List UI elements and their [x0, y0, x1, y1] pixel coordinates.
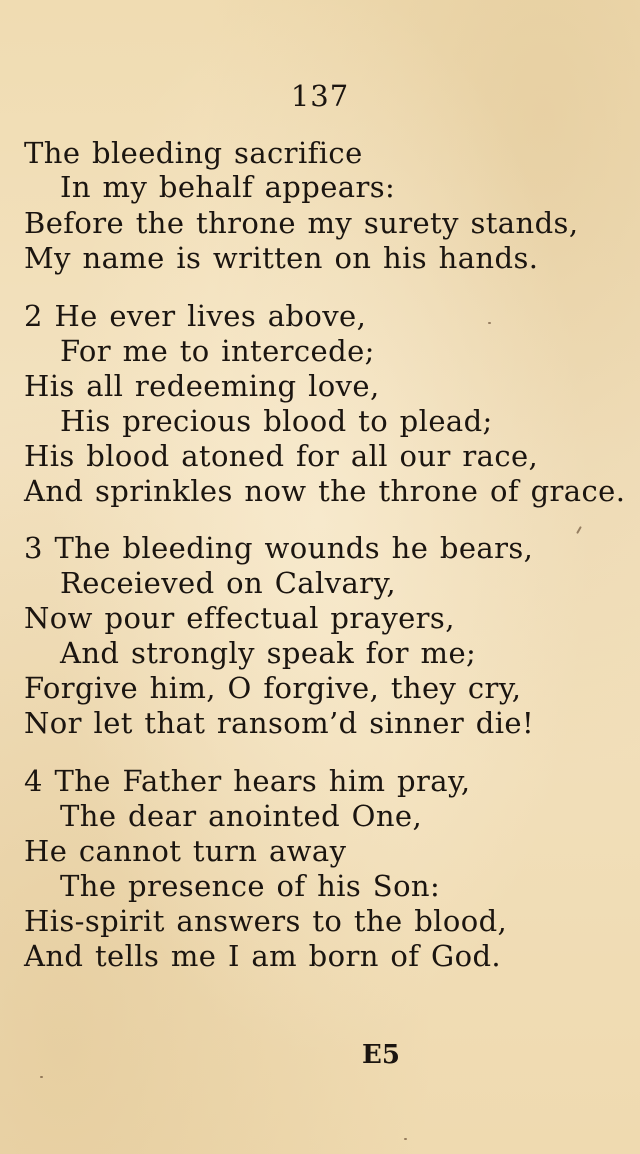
- paper-speck: [40, 1076, 43, 1078]
- verse-line: Receieved on Calvary,: [60, 566, 396, 600]
- verse-line: For me to intercede;: [60, 334, 375, 368]
- verse-line: The dear anointed One,: [60, 799, 423, 833]
- verse-line: Nor let that ransom’d sinner die!: [24, 706, 534, 740]
- signature-mark: E5: [362, 1040, 400, 1070]
- verse-line: The presence of his Son:: [60, 869, 441, 903]
- paper-speck: [576, 526, 582, 534]
- verse-line: Forgive him, O forgive, they cry,: [24, 671, 522, 705]
- page-number: 137: [290, 79, 350, 113]
- verse-line: And strongly speak for me;: [60, 636, 477, 670]
- verse-line: In my behalf appears:: [60, 170, 396, 204]
- verse-line: The bleeding sacrifice: [24, 136, 363, 170]
- verse-line: 3 The bleeding wounds he bears,: [24, 531, 534, 565]
- paper-speck: [404, 1138, 407, 1140]
- verse-line: 2 He ever lives above,: [24, 299, 367, 333]
- verse-line: His-spirit answers to the blood,: [24, 904, 508, 938]
- paper-speck: [488, 322, 491, 324]
- verse-line: And tells me I am born of God.: [24, 939, 502, 973]
- verse-line: My name is written on his hands.: [24, 241, 539, 275]
- verse-line: And sprinkles now the throne of grace.: [24, 474, 626, 508]
- verse-line: His precious blood to plead;: [60, 404, 493, 438]
- verse-line: Before the throne my surety stands,: [24, 206, 579, 240]
- verse-line: His all redeeming love,: [24, 369, 380, 403]
- verse-line: He cannot turn away: [24, 834, 347, 868]
- verse-line: Now pour effectual prayers,: [24, 601, 455, 635]
- verse-line: 4 The Father hears him pray,: [24, 764, 471, 798]
- verse-line: His blood atoned for all our race,: [24, 439, 539, 473]
